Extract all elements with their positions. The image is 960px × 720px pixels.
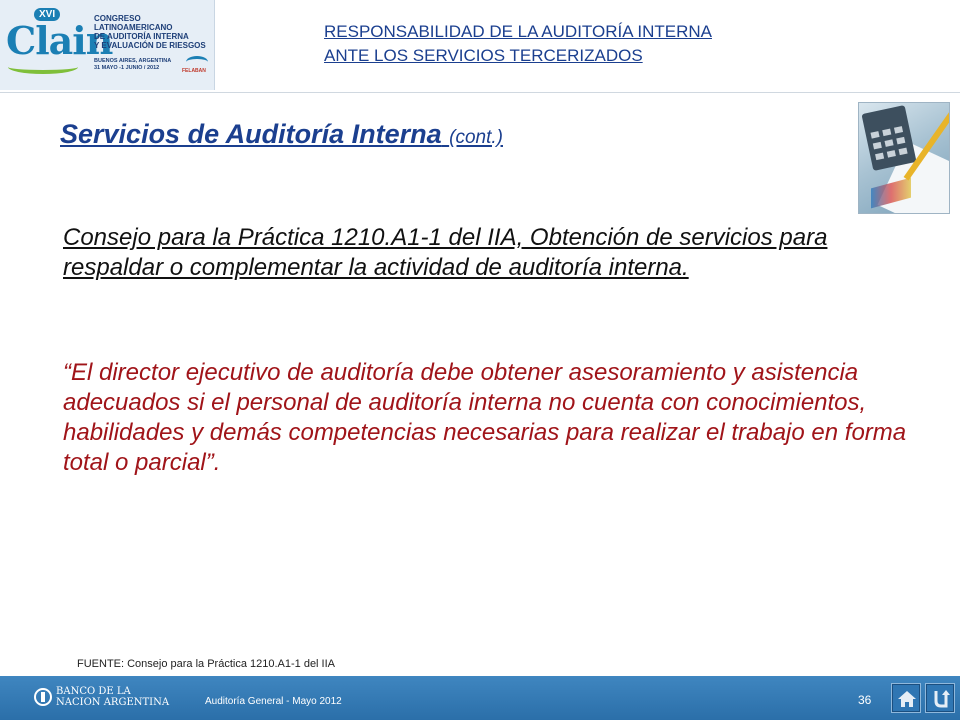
slide-header [0, 0, 960, 92]
slide-title [60, 119, 503, 150]
footer-caption: Auditoría General - Mayo 2012 [205, 696, 342, 707]
slide-title-suffix: (cont.) [449, 127, 503, 148]
logo-edition: XVI [34, 8, 60, 21]
logo-brand-text: Clain [6, 18, 113, 63]
accounting-image [858, 102, 950, 214]
source-note: FUENTE: Consejo para la Práctica 1210.A1-1 del IIA [77, 658, 336, 670]
bank-name [56, 686, 169, 708]
home-icon [895, 687, 919, 711]
presentation-title [324, 20, 924, 68]
logo-line: CONGRESO [94, 14, 141, 23]
slide-number: 36 [858, 693, 872, 707]
presentation-title-line1: RESPONSABILIDAD DE LA AUDITORÍA INTERNA [324, 22, 712, 41]
bank-logo-icon [34, 688, 52, 706]
practice-advisory-heading: Consejo para la Práctica 1210.A1-1 del IIA, Obtención de servicios para respaldar o complementar la actividad de auditoría interna. [63, 224, 828, 281]
bank-name-line1: BANCO DE LA [56, 686, 131, 697]
slide-title-text: Servicios de Auditoría Interna [60, 119, 442, 149]
logo-location-text: BUENOS AIRES, ARGENTINA [94, 58, 172, 64]
logo-congress-text [94, 14, 212, 50]
home-button[interactable] [891, 683, 921, 713]
header-divider [0, 92, 960, 93]
slide-footer [0, 676, 960, 720]
return-icon [929, 687, 953, 711]
felaban-arc-icon [186, 56, 208, 68]
return-button[interactable] [925, 683, 955, 713]
calculator-icon [861, 105, 916, 171]
congress-logo [0, 0, 215, 90]
felaban-logo [182, 56, 212, 76]
logo-swoosh-icon [8, 60, 78, 74]
logo-dates-text: 31 MAYO -1 JUNIO / 2012 [94, 65, 160, 71]
bank-name-line2: NACION ARGENTINA [56, 697, 170, 708]
felaban-text: FELABAN [182, 68, 206, 74]
presentation-title-line2: ANTE LOS SERVICIOS TERCERIZADOS [324, 46, 643, 65]
logo-line: DE AUDITORÍA INTERNA [94, 32, 189, 41]
logo-location [94, 58, 174, 72]
logo-line: LATINOAMERICANO [94, 23, 173, 32]
advisory-quote: “El director ejecutivo de auditoría debe obtener asesoramiento y asistencia adecuados si el personal de auditoría interna no cuenta con conocimientos, habilidades y demás competencias necesarias para realizar el trabajo en forma total o parcial”. [63, 359, 907, 476]
logo-line: Y EVALUACIÓN DE RIESGOS [94, 41, 206, 50]
